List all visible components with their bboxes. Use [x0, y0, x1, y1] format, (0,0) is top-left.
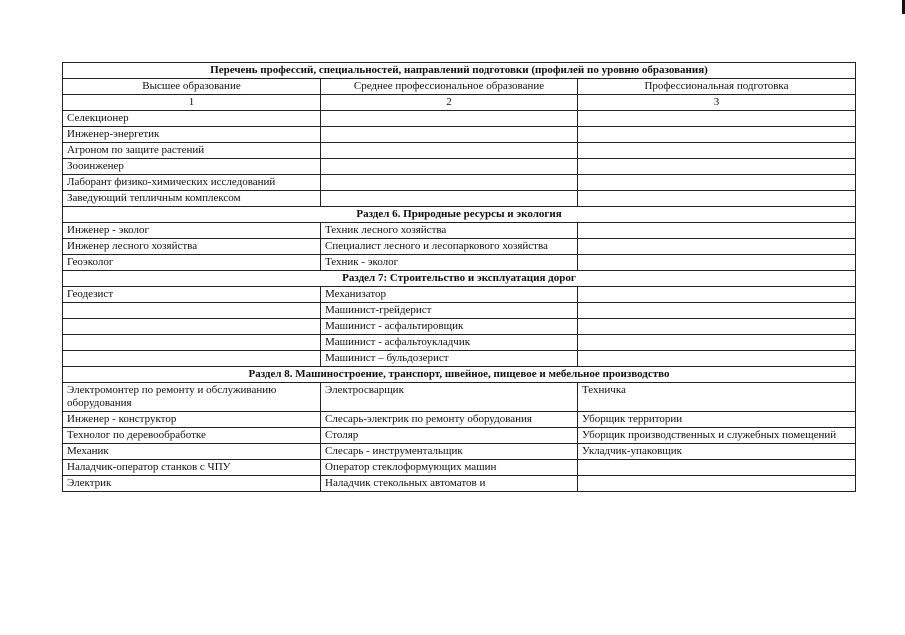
table-cell	[578, 239, 856, 255]
table-cell: Инженер - конструктор	[63, 412, 321, 428]
table-cell: Специалист лесного и лесопаркового хозяйства	[321, 239, 578, 255]
table-row	[63, 383, 856, 412]
section-row	[63, 367, 856, 383]
table-cell: Электросварщик	[321, 383, 578, 412]
table-row	[63, 460, 856, 476]
table-row	[63, 255, 856, 271]
table-cell: Инженер лесного хозяйства	[63, 239, 321, 255]
column-number-1: 1	[63, 95, 321, 111]
professions-table	[62, 62, 856, 492]
table-cell	[321, 159, 578, 175]
table-cell: Укладчик-упаковщик	[578, 444, 856, 460]
table-cell: Уборщик территории	[578, 412, 856, 428]
table-cell: Электромонтер по ремонту и обслуживанию оборудования	[63, 383, 321, 412]
table-row	[63, 412, 856, 428]
table-cell: Электрик	[63, 476, 321, 492]
table-cell: Наладчик-оператор станков с ЧПУ	[63, 460, 321, 476]
table-cell	[578, 175, 856, 191]
table-cell	[321, 191, 578, 207]
table-cell: Механизатор	[321, 287, 578, 303]
section-row	[63, 271, 856, 287]
table-cell	[63, 303, 321, 319]
table-cell	[578, 159, 856, 175]
table-cell	[578, 287, 856, 303]
table-cell	[321, 143, 578, 159]
table-row	[63, 127, 856, 143]
table-row	[63, 303, 856, 319]
table-cell	[321, 175, 578, 191]
column-number-row	[63, 95, 856, 111]
table-row	[63, 175, 856, 191]
table-cell: Машинист – бульдозерист	[321, 351, 578, 367]
table-cell: Наладчик стекольных автоматов и	[321, 476, 578, 492]
table-cell	[578, 460, 856, 476]
table-cell	[578, 303, 856, 319]
table-cell: Техник лесного хозяйства	[321, 223, 578, 239]
table-cell: Зооинженер	[63, 159, 321, 175]
table-cell: Уборщик производственных и служебных помещений	[578, 428, 856, 444]
table-cell: Столяр	[321, 428, 578, 444]
table-cell	[578, 335, 856, 351]
table-row	[63, 428, 856, 444]
table-cell: Лаборант физико-химических исследований	[63, 175, 321, 191]
column-header-row	[63, 79, 856, 95]
table-cell: Техник - эколог	[321, 255, 578, 271]
table-row	[63, 223, 856, 239]
table-cell	[578, 319, 856, 335]
table-row	[63, 319, 856, 335]
column-number-2: 2	[321, 95, 578, 111]
table-cell: Слесарь - инструментальщик	[321, 444, 578, 460]
table-cell: Машинист - асфальтировщик	[321, 319, 578, 335]
table-cell: Технолог по деревообработке	[63, 428, 321, 444]
table-cell	[578, 351, 856, 367]
table-row	[63, 191, 856, 207]
table-cell	[578, 255, 856, 271]
table-cell: Инженер - эколог	[63, 223, 321, 239]
table-row	[63, 287, 856, 303]
table-cell	[321, 127, 578, 143]
table-row	[63, 351, 856, 367]
table-cell: Слесарь-электрик по ремонту оборудования	[321, 412, 578, 428]
table-cell	[63, 351, 321, 367]
table-row	[63, 444, 856, 460]
table-cell	[578, 127, 856, 143]
table-cell: Селекционер	[63, 111, 321, 127]
table-cell	[578, 111, 856, 127]
table-cell: Инженер-энергетик	[63, 127, 321, 143]
table-row	[63, 335, 856, 351]
table-cell: Механик	[63, 444, 321, 460]
section-title: Раздел 6. Природные ресурсы и экология	[63, 207, 856, 223]
table-row	[63, 111, 856, 127]
column-number-3: 3	[578, 95, 856, 111]
column-header-secondary-vocational: Среднее профессиональное образование	[321, 79, 578, 95]
table-cell: Агроном по защите растений	[63, 143, 321, 159]
table-row	[63, 159, 856, 175]
table-cell: Машинист-грейдерист	[321, 303, 578, 319]
table-cell: Геоэколог	[63, 255, 321, 271]
table-cell	[63, 335, 321, 351]
section-title: Раздел 7: Строительство и эксплуатация дорог	[63, 271, 856, 287]
table-row	[63, 143, 856, 159]
section-title: Раздел 8. Машиностроение, транспорт, швейное, пищевое и мебельное производство	[63, 367, 856, 383]
table-row	[63, 239, 856, 255]
table-title: Перечень профессий, специальностей, направлений подготовки (профилей по уровню образования)	[63, 63, 856, 79]
column-header-higher-education: Высшее образование	[63, 79, 321, 95]
table-cell: Геодезист	[63, 287, 321, 303]
table-cell	[578, 476, 856, 492]
table-cell: Техничка	[578, 383, 856, 412]
column-header-vocational-training: Профессиональная подготовка	[578, 79, 856, 95]
table-cell	[578, 223, 856, 239]
table-cell: Машинист - асфальтоукладчик	[321, 335, 578, 351]
section-row	[63, 207, 856, 223]
table-cell: Заведующий тепличным комплексом	[63, 191, 321, 207]
table-cell: Оператор стеклоформующих машин	[321, 460, 578, 476]
table-cell	[578, 143, 856, 159]
table-cell	[321, 111, 578, 127]
table-row	[63, 476, 856, 492]
title-row	[63, 63, 856, 79]
table-cell	[63, 319, 321, 335]
table-cell	[578, 191, 856, 207]
